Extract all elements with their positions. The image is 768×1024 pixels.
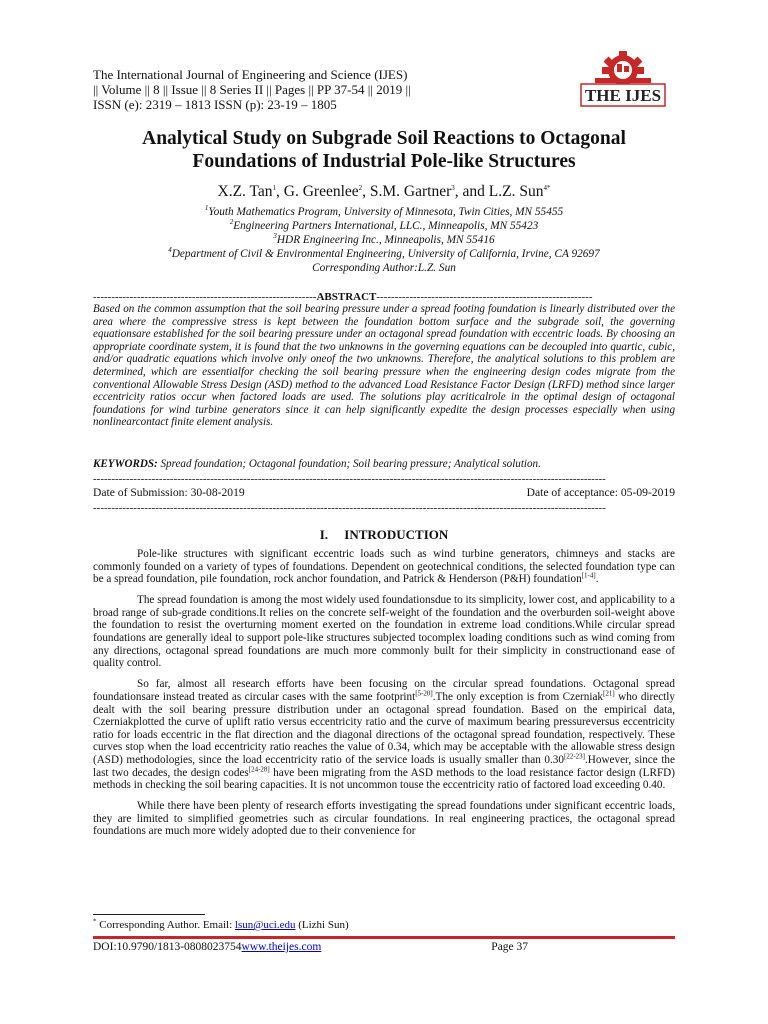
keywords-text: Spread foundation; Octagonal foundation; Soil bearing pressure; Analytical solution. (157, 458, 541, 470)
paragraph-2: The spread foundation is among the most widely used foundationsdue to its simplicity, lower cost, and applicability to a broad range of sub-grade conditions.It relies on the concrete self-weight of the foundation and the overburden soil-weight above the foundation to resist the overturning moment exerted on the foundation in extreme load conditions.While circular spread foundations are generally ideal to support pole-like structures subjected tocomplex loading conditions such as wind coming from any directions, octagonal spread foundations are much more commonly built for their simplicity in constructionand ease of quality control. (93, 594, 675, 670)
dash-separator: ------------------------------------------------------------- (93, 291, 317, 303)
submission-date: Date of Submission: 30-08-2019 (93, 486, 245, 499)
volume-line: || Volume || 8 || Issue || 8 Series II || Pages || PP 37-54 || 2019 || (93, 82, 411, 97)
issn-line: ISSN (e): 2319 – 1813 ISSN (p): 23-19 – 1805 (93, 97, 337, 112)
page-number: Page 37 (491, 941, 529, 953)
citation: [5-20] (415, 689, 433, 698)
author-3: S.M. Gartner (369, 183, 452, 200)
paragraph-text: have been migrating from the ASD methods to the load resistance factor design (LRFD) methods in checking the soil bearing capacities. It is not uncommon touse the eccentricity ratio of factored load exceeding 0.40. (93, 766, 675, 792)
dash-separator-top: -------------------------------------------------------------------------------------------------------------------------------------------- (93, 473, 606, 485)
citation: [22-23] (563, 752, 585, 761)
citation: [21] (603, 689, 615, 698)
footnote-text: Corresponding Author. Email: (96, 919, 235, 931)
journal-name: The International Journal of Engineering and Science (IJES) (93, 67, 408, 82)
author-sep: , (362, 183, 370, 200)
affiliation-text: Youth Mathematics Program, University of Minnesota, Twin Cities, MN 55455 (208, 206, 564, 218)
section-number: I. (319, 527, 329, 542)
keywords (93, 458, 675, 471)
dash-separator: ----------------------------------------------------------- (376, 291, 593, 303)
footnote-mark: * (93, 917, 97, 926)
affiliation-1 (80, 205, 688, 219)
abstract-heading: ABSTRACT (316, 291, 377, 303)
corresponding-author: Corresponding Author:L.Z. Sun (312, 262, 456, 274)
author-3-sup: 3 (451, 183, 455, 192)
affiliation-sup: 2 (229, 218, 234, 227)
section-title: INTRODUCTION (344, 527, 449, 542)
citation: [1-4] (581, 571, 596, 580)
author-1: X.Z. Tan (217, 183, 273, 200)
paragraph-text: . (595, 573, 599, 586)
paragraph-4: While there have been plenty of research efforts investigating the spread foundations under significant eccentric loads, they are limited to simplified geometries such as circular foundations. In real engineering practices, the octagonal spread foundations are much more widely adopted due to their convenience for (93, 800, 675, 838)
paragraph-text: Pole-like structures with significant eccentric loads such as wind turbine generators, chimneys and stacks are commonly founded on a variety of types of foundations. Dependent on geotechnical conditions, the selected foundation type can be a spread foundation, pile foundation, rock anchor foundation, and Patrick & Henderson (P&H) foundation (93, 548, 675, 586)
footer-rule (93, 936, 675, 939)
ijes-logo (573, 48, 673, 110)
abstract-text: Based on the common assumption that the soil bearing pressure under a spread footing foundation is linearly distributed over the area where the compressive stress is kept between the foundation bottom surface and the subgrade soil, the governing equationsare established for the soil bearing pressure under an octagonal spread foundation with eccentric loads. By choosing an appropriate coordinate system, it is found that the two unknowns in the governing equations can be decoupled into quartic, cubic, and/or quadratic equations which involve only oneof the two unknowns. Therefore, the analytical solutions to this problem are determined, which are essentialfor checking the soil bearing pressure when the engineering design codes migrate from the conventional Allowable Stress Design (ASD) method to the advanced Load Resistance Factor Design (LRFD) method since larger eccentricity ratios occur when factored loads are used. The solutions play acriticalrole in the optimal design of octagonal foundations for wind turbine generators since it can help significantly expedite the design processes especially when using nonlinearcontact finite element analysis. (93, 303, 675, 429)
affiliation-3 (80, 233, 688, 247)
affiliations (80, 205, 688, 275)
author-1-sup: 1 (272, 183, 277, 192)
author-2: G. Greenlee (283, 183, 359, 200)
page-footer (93, 941, 675, 953)
email-link[interactable]: lsun@uci.edu (234, 919, 296, 931)
dash-separator-bottom: -------------------------------------------------------------------------------------------------------------------------------------------- (93, 502, 606, 514)
affiliation-sup: 4 (168, 246, 172, 255)
journal-header (93, 67, 411, 112)
paragraph-text: .The only exception is from Czerniak (432, 690, 604, 703)
title-line-1: Analytical Study on Subgrade Soil Reactions to Octagonal (142, 128, 626, 149)
author-sep: , (276, 183, 284, 200)
paragraph-text: .However, since the last two decades, the design codes (93, 753, 675, 779)
affiliation-4 (80, 247, 688, 261)
paragraph-text: So far, almost all research efforts have been focusing on the circular spread foundations. Octagonal spread foundationsare instead treated as circular cases with the same footprint (93, 678, 675, 703)
affiliation-text: Department of Civil & Environmental Engineering, University of California, Irvine, CA 92697 (171, 248, 600, 260)
footnote-text: (Lizhi Sun) (295, 919, 349, 931)
paper-title (80, 127, 688, 173)
title-line-2: Foundations of Industrial Pole-like Structures (192, 151, 576, 172)
affiliation-2 (80, 219, 688, 233)
author-list (80, 183, 688, 201)
dates-row (93, 486, 675, 499)
acceptance-date: Date of acceptance: 05-09-2019 (526, 486, 675, 499)
author-4-sup: 4* (543, 183, 551, 192)
doi: DOI:10.9790/1813-0808023754 (93, 941, 242, 953)
author-4: L.Z. Sun (488, 183, 544, 200)
affiliation-text: Engineering Partners International, LLC., Minneapolis, MN 55423 (233, 220, 539, 232)
logo-text: THE IJES (584, 86, 662, 105)
footnote (93, 919, 349, 931)
keywords-label: KEYWORDS: (93, 458, 158, 470)
affiliation-text: HDR Engineering Inc., Minneapolis, MN 55416 (276, 234, 495, 246)
citation: [24-28] (248, 764, 270, 773)
section-heading (93, 527, 675, 543)
body-text (93, 548, 675, 846)
affiliation-sup: 3 (273, 232, 277, 241)
paragraph-text: who directly dealt with the soil bearing pressure distribution under an octagonal spread foundation. Based on the empirical data, Czerniakplotted the curve of uplift ratio versus eccentricity ratio and the curve of maximum bearing pressureversus eccentricity ratio for loads eccentric in the flat direction and the diagonal directions of the octagonal spread foundation, respectively. These curves stop when the load eccentricity ratio reaches the value of 0.34, which may be acceptable with the allowable stress design (ASD) methodologies, since the load eccentricity ratio of the service loads is usually smaller than 0.30 (93, 690, 675, 766)
journal-url-link[interactable]: www.theijes.com (241, 941, 322, 953)
footnote-rule (93, 914, 205, 915)
paragraph-1 (93, 548, 675, 586)
author-and: , and (454, 183, 489, 200)
affiliation-sup: 1 (204, 204, 209, 213)
author-2-sup: 2 (358, 183, 363, 192)
paragraph-3 (93, 678, 675, 791)
